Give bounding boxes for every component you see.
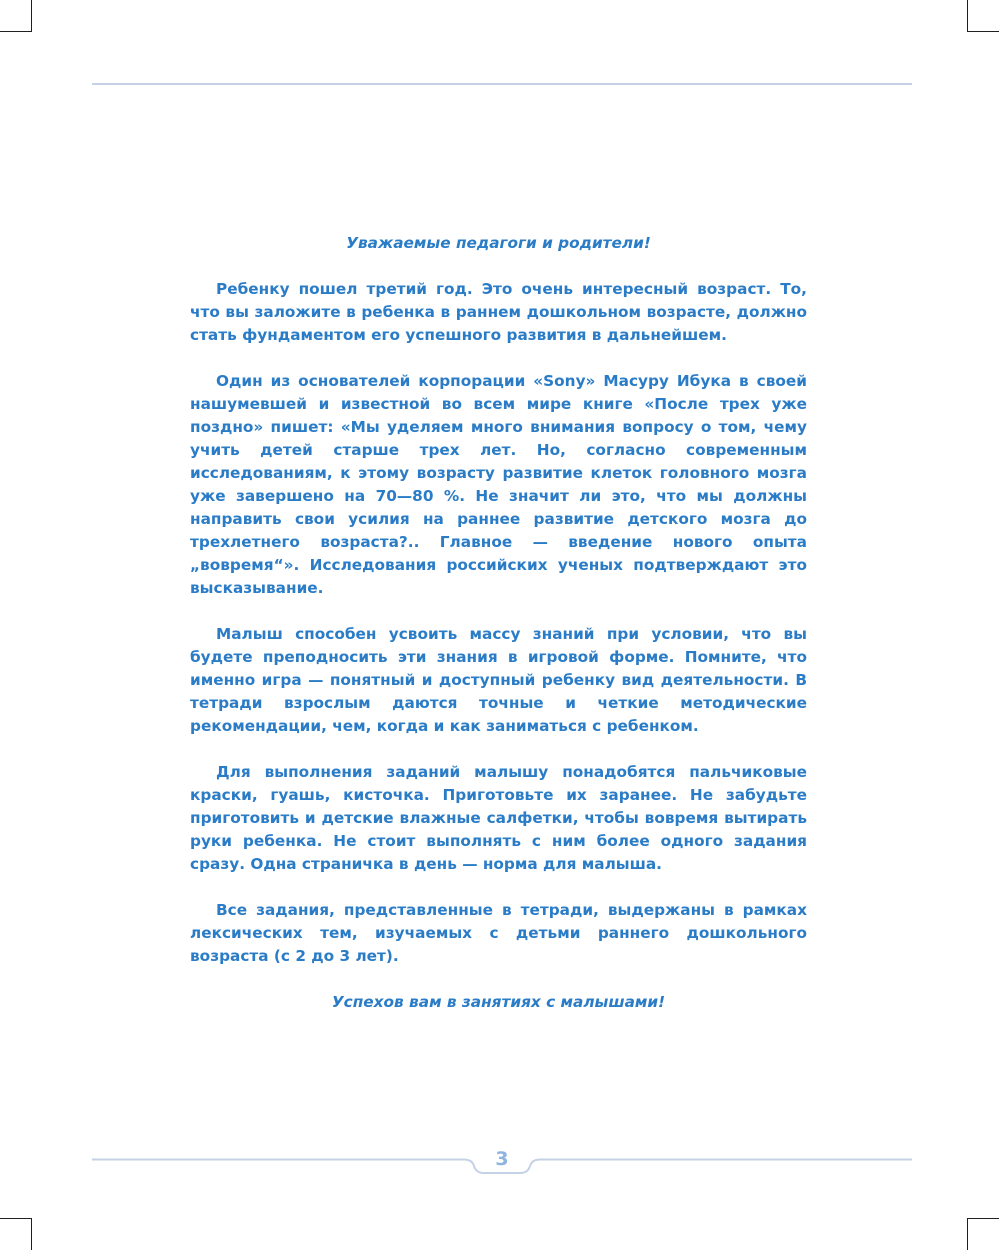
paragraph-2: Один из основателей корпорации «Sony» Масуру Ибука в своей нашумевшей и известной во всем мире книге «После трех уже поздно» пишет: «Мы уделяем много внимания вопросу о том, чему учить детей старше трех лет. Но, согласно современным исследованиям, к этому возрасту развитие клеток головного мозга уже завершено на 70—80 %. Не значит ли это, что мы должны направить свои усилия на раннее развитие детского мозга до трехлетнего возраста?.. Главное — введение нового опыта „вовремя“». Исследования российских ученых подтверждают это высказывание. <box>190 372 807 597</box>
page-number: 3 <box>495 1148 509 1170</box>
closing-line: Успехов вам в занятиях с малышами! <box>331 993 666 1011</box>
paragraph-3: Малыш способен усвоить массу знаний при условии, что вы будете преподносить эти знания в игровой форме. Помните, что именно игра — понятный и доступный ребенку вид деятельности. В тетради взрослым даются точные и четкие методические рекомендации, чем, когда и как заниматься с ребенком. <box>190 625 807 735</box>
paragraph-4: Для выполнения заданий малышу понадобятся пальчиковые краски, гуашь, кисточка. Приготовьте их заранее. Не забудьте приготовить и детские влажные салфетки, чтобы вовремя вытирать руки ребенка. Не стоит выполнять с ним более одного задания сразу. Одна страничка в день — норма для малыша. <box>190 763 807 873</box>
crop-mark-bottom-right-horizontal <box>967 1218 999 1219</box>
foreword-text <box>190 232 807 1014</box>
paragraph-1: Ребенку пошел третий год. Это очень интересный возраст. То, что вы заложите в ребенка в раннем дошкольном возрасте, должно стать фундаментом его успешного развития в дальнейшем. <box>190 280 807 344</box>
page-footer <box>92 1148 912 1178</box>
crop-mark-bottom-left-vertical <box>31 1218 32 1250</box>
crop-mark-bottom-left-horizontal <box>0 1218 32 1219</box>
greeting-heading: Уважаемые педагоги и родители! <box>346 234 651 252</box>
crop-mark-top-left-vertical <box>31 0 32 32</box>
crop-mark-top-left-horizontal <box>0 31 32 32</box>
header-rule <box>92 83 912 85</box>
crop-mark-top-right-vertical <box>967 0 968 32</box>
crop-mark-bottom-right-vertical <box>967 1218 968 1250</box>
crop-mark-top-right-horizontal <box>967 31 999 32</box>
paragraph-5: Все задания, представленные в тетради, выдержаны в рамках лексических тем, изучаемых с детьми раннего дошкольного возраста (с 2 до 3 лет). <box>190 901 807 965</box>
